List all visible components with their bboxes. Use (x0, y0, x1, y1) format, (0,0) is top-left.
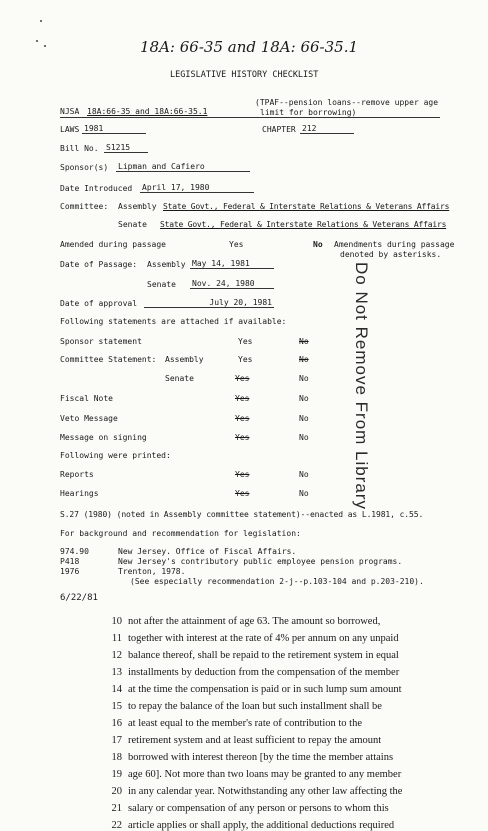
background-heading: For background and recommendation for legislation: (60, 529, 301, 538)
row-label-committee: Committee Statement: (60, 355, 157, 364)
committee-senate-label: Senate (118, 220, 147, 229)
date-mark: 6/22/81 (60, 593, 98, 603)
passage-senate-value: Nov. 24, 1980 (190, 279, 274, 289)
passage-senate-label: Senate (147, 280, 176, 289)
line-number: 11 (111, 633, 122, 644)
scan-speck (36, 40, 38, 42)
amended-no: No (313, 240, 323, 249)
chapter-label: CHAPTER (262, 125, 296, 134)
line-number: 21 (111, 803, 122, 814)
line-number: 12 (111, 650, 122, 661)
row-yes-struck: Yes (235, 374, 250, 383)
row-no: No (299, 489, 309, 498)
library-stamp (350, 262, 372, 510)
row-yes-struck: Yes (235, 470, 250, 479)
row-no: No (299, 394, 309, 403)
line-number: 20 (111, 786, 122, 797)
ref-code: 974.90 (60, 547, 89, 556)
njsa-note-1: (TPAF--pension loans--remove upper age (255, 98, 439, 107)
introduced-label: Date Introduced (60, 184, 133, 193)
ref-code: 1976 (60, 567, 80, 576)
bill-label: Bill No. (60, 144, 99, 153)
njsa-value: 18A:66-35 and 18A:66-35.1 (87, 107, 208, 116)
row-yes-struck: Yes (235, 414, 250, 423)
amended-note-1: Amendments during passage (334, 240, 455, 249)
row-no: No (299, 414, 309, 423)
row-no-struck: No (299, 355, 309, 364)
introduced-value: April 17, 1980 (140, 183, 254, 193)
row-label-hearings: Hearings (60, 489, 99, 498)
scan-speck (44, 45, 46, 47)
chapter-value: 212 (300, 124, 354, 134)
law-line: balance thereof, shall be repaid to the retirement system in equal (128, 650, 399, 661)
law-line: salary or compensation of any person or persons to whom this (128, 803, 389, 814)
committee-label: Committee: (60, 202, 109, 211)
law-line: at the time the compensation is paid or in such lump sum amount (128, 684, 402, 695)
divider (60, 117, 440, 118)
row-sub-senate: Senate (165, 374, 194, 383)
line-number: 17 (111, 735, 122, 746)
law-line: installments by deduction from the compensation of the member (128, 667, 400, 678)
njsa-note-2: limit for borrowing) (260, 108, 357, 117)
line-number: 13 (111, 667, 122, 678)
line-number: 22 (111, 820, 122, 831)
njsa-label: NJSA (60, 107, 80, 116)
line-number: 14 (111, 684, 122, 695)
amended-yes: Yes (229, 240, 244, 249)
passage-label: Date of Passage: (60, 260, 138, 269)
law-line: to repay the balance of the loan but such installment shall be (128, 701, 382, 712)
law-line: article applies or shall apply, the additional deductions required (128, 820, 395, 831)
assembly-committee: State Govt., Federal & Interstate Relations & Veterans Affairs (163, 202, 450, 211)
line-number: 10 (111, 616, 122, 627)
ref-note: (See especially recommendation 2-j--p.103-104 and p.203-210). (130, 577, 424, 586)
line-number: 15 (111, 701, 122, 712)
sponsor-value: Lipman and Cafiero (116, 162, 250, 172)
passage-assembly-label: Assembly (147, 260, 186, 269)
law-line: together with interest at the rate of 4% per annum on any unpaid (128, 633, 399, 644)
sponsor-label: Sponsor(s) (60, 163, 109, 172)
ref-text: New Jersey. Office of Fiscal Affairs. (118, 547, 297, 556)
ref-text: New Jersey's contributory public employee pension programs. (118, 557, 403, 566)
law-line: borrowed with interest thereon [by the time the member attains (128, 752, 394, 763)
row-label-sponsor: Sponsor statement (60, 337, 142, 346)
line-number: 16 (111, 718, 122, 729)
line-number: 19 (111, 769, 122, 780)
row-label-message: Message on signing (60, 433, 147, 442)
row-no: No (299, 470, 309, 479)
library-stamp-text: Do Not Remove From Library (352, 262, 371, 510)
law-line: in any calendar year. Notwithstanding any other law affecting the (128, 786, 403, 797)
ref-text: Trenton, 1978. (118, 567, 186, 576)
row-label-veto: Veto Message (60, 414, 118, 423)
row-yes-struck: Yes (235, 394, 250, 403)
laws-value: 1981 (82, 124, 146, 134)
statements-heading: Following statements are attached if available: (60, 317, 287, 326)
row-label-reports: Reports (60, 470, 94, 479)
amended-label: Amended during passage (60, 240, 166, 249)
law-line: age 60]. Not more than two loans may be granted to any member (128, 769, 402, 780)
laws-label: LAWS (60, 125, 80, 134)
line-number: 18 (111, 752, 122, 763)
senate-committee: State Govt., Federal & Interstate Relations & Veterans Affairs (160, 220, 447, 229)
passage-assembly-value: May 14, 1981 (190, 259, 274, 269)
law-line: at least equal to the member's rate of contribution to the (128, 718, 362, 729)
law-line: not after the attainment of age 63. The amount so borrowed, (128, 616, 381, 627)
row-no: No (299, 374, 309, 383)
ref-code: P418 (60, 557, 80, 566)
enacted-note: S.27 (1980) (noted in Assembly committee statement)--enacted as L.1981, c.55. (60, 510, 424, 519)
bill-value: S1215 (104, 143, 148, 153)
row-label-fiscal: Fiscal Note (60, 394, 113, 403)
row-yes-struck: Yes (235, 433, 250, 442)
page-title: LEGISLATIVE HISTORY CHECKLIST (170, 70, 319, 80)
approval-value: July 20, 1981 (144, 298, 274, 308)
row-yes: Yes (238, 355, 253, 364)
row-yes: Yes (238, 337, 253, 346)
amended-note-2: denoted by asterisks. (340, 250, 442, 259)
printed-heading: Following were printed: (60, 451, 171, 460)
row-no: No (299, 433, 309, 442)
row-no-struck: No (299, 337, 309, 346)
approval-label: Date of approval (60, 299, 138, 308)
handwritten-title: 18A: 66-35 and 18A: 66-35.1 (140, 38, 359, 56)
row-yes-struck: Yes (235, 489, 250, 498)
scan-speck (40, 20, 42, 22)
law-line: retirement system and at least sufficient to repay the amount (128, 735, 382, 746)
row-sub-assembly: Assembly (165, 355, 204, 364)
committee-assembly-label: Assembly (118, 202, 157, 211)
